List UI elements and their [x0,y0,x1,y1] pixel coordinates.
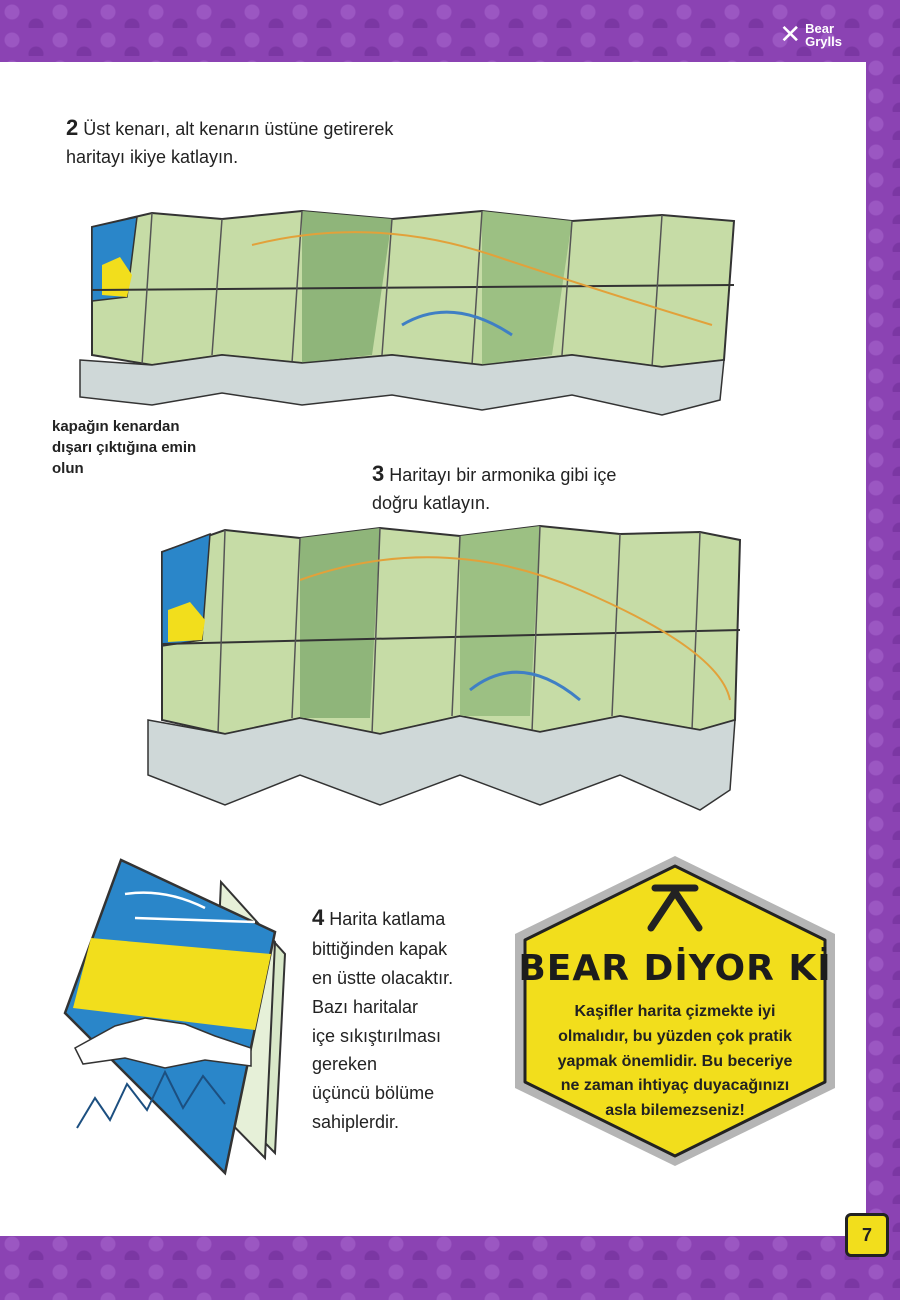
step-4-line2: bittiğinden kapak [312,939,448,960]
note-line3: olun [52,460,84,477]
note-line1: kapağın kenardan [52,418,180,435]
step-4-line3: en üstte olacaktır. [312,967,454,988]
folded-map-cover-illustration [55,858,290,1183]
step-4-line5: içe sıkıştırılması [312,1025,442,1046]
bear-says-text [525,1000,825,1124]
bear-says-line1: Kaşifler harita çizmekte iyi [574,1003,776,1020]
bear-says-title: BEAR DİYOR Kİ [518,948,832,989]
step-2-line1: Üst kenarı, alt kenarın üstüne getirerek [83,119,394,139]
step-2-number: 2 [66,115,79,140]
step-2-text [66,112,393,170]
step-4-line6: gereken [312,1054,378,1075]
bear-says-line4: ne zaman ihtiyaç duyacağınızı [560,1077,790,1095]
brand-line2: Grylls [805,34,842,49]
step-3-number: 3 [372,461,385,486]
step-3-line2: doğru katlayın. [372,492,491,513]
brand-text [805,22,842,48]
step-3-text [372,458,616,516]
step-4-number: 4 [312,905,325,930]
brand-line1: Bear [805,21,835,36]
page-number: 7 [845,1213,889,1257]
accordion-folded-map-illustration [140,520,750,820]
bear-says-line2: olmalıdır, bu yüzden çok pratik [558,1027,792,1045]
step-4-line7: üçüncü bölüme [312,1083,435,1104]
bear-says-box [505,852,845,1170]
bear-grylls-x-icon: ✕ [779,20,802,50]
note-line2: dışarı çıktığına emin [52,439,197,456]
step-4-line4: Bazı haritalar [312,996,419,1017]
step-4-text [312,900,453,1137]
step-2-line2: haritayı ikiye katlayın. [66,146,239,167]
cover-edge-note [52,416,196,479]
folded-map-step2-illustration [72,205,742,420]
brand-logo [779,22,842,48]
bear-says-line3: yapmak önemlidir. Bu beceriye [557,1052,793,1070]
step-4-line8: sahiplerdir. [312,1111,400,1132]
bear-says-line5: asla bilemezseniz! [605,1102,745,1120]
step-3-line1: Haritayı bir armonika gibi içe [389,465,617,485]
step-4-line1: Harita katlama [329,909,446,929]
